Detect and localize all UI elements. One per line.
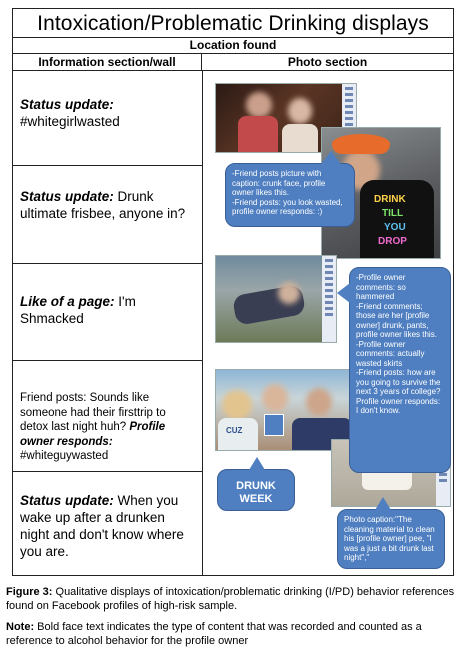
sign-text: CUZ (226, 426, 243, 435)
bubble-text: -Friend posts picture with caption: crunk face, profile owner likes this. -Friend posts: you look wasted, profile owner responds: :) (232, 169, 343, 216)
bubble-2-tail (337, 283, 350, 303)
bubble-1-tail (321, 151, 341, 164)
row-friend-post (13, 361, 202, 472)
row-label: Profile owner responds: (20, 421, 166, 448)
black-tank-top (360, 180, 434, 259)
row-page-like (13, 264, 202, 361)
row-sep: : (109, 493, 114, 508)
shirt-word-1: DRINK (374, 194, 406, 205)
row-label: Like of a page: (20, 294, 115, 309)
row-label: Status update: (20, 189, 114, 204)
callout-bubble-2 (349, 267, 451, 473)
blurred-face-4 (278, 282, 300, 304)
row-status-update-1 (13, 71, 202, 166)
blurred-face-2 (288, 98, 312, 124)
row-sep: : (109, 97, 114, 112)
callout-bubble-drunk-week (217, 469, 295, 511)
figure-title: Intoxication/Problematic Drinking displays (13, 9, 453, 38)
shirt-word-3: YOU (384, 222, 406, 233)
row-text: When you wake up after a drunken night and don't know where you are. (20, 493, 184, 559)
blue-card (264, 414, 284, 436)
blurred-face-1 (246, 92, 272, 118)
row-text: I'm Shmacked (20, 294, 136, 326)
row-pre: Friend posts: Sounds like someone had their firsttrip to detox last night huh? (20, 392, 166, 433)
white-top (218, 418, 258, 451)
bubble-text: -Profile owner comments: so hammered -Friend comments; those are her [profile owner] drunk, pants, profile owner likes this. -Profile owner comments: actually wasted skirts -Friend posts: how are you going to survive the next 3 years of college? Profile owner responds: I don't know. (356, 273, 441, 415)
facebook-sidebar-2 (322, 256, 336, 342)
row-status-update-2 (13, 166, 202, 264)
location-header: Location found (13, 38, 453, 54)
figure-note (6, 621, 458, 648)
bubble-text: Photo caption:"The cleaning material to clean his [profile owner] pee, "I was a just a bit drunk last night"," (344, 515, 435, 562)
column-header-photo: Photo section (202, 54, 453, 71)
note-text: Bold face text indicates the type of content that was recorded and counted as a reference to alcohol behavior for the profile owner (6, 621, 422, 647)
figure-table (12, 8, 454, 576)
row-status-update-3 (13, 472, 202, 577)
row-label: Status update (20, 493, 110, 508)
bubble-text: DRUNK WEEK (236, 480, 276, 505)
row-text: #whiteguywasted (20, 450, 109, 462)
ground-photo (215, 255, 337, 343)
row-label: Status update (20, 97, 110, 112)
red-shirt (238, 116, 278, 153)
white-shirt (282, 124, 318, 153)
note-label: Note: (6, 621, 35, 633)
shirt-word-2: TILL (382, 208, 404, 219)
bubble-4-tail (375, 497, 391, 510)
caption-label: Figure 3: (6, 586, 53, 598)
bubble-3-tail (249, 457, 265, 470)
shirt-word-4: DROP (378, 236, 407, 247)
callout-bubble-4 (337, 509, 445, 569)
row-text: Drunk ultimate frisbee, anyone in? (20, 189, 186, 221)
blurred-face-6 (262, 384, 288, 412)
row-text: #whitegirlwasted (20, 114, 120, 129)
blurred-face-7 (306, 388, 332, 416)
blurred-face-5 (222, 390, 252, 420)
callout-bubble-1 (225, 163, 355, 227)
photo-section (203, 71, 453, 576)
column-header-info: Information section/wall (13, 54, 202, 71)
figure-caption (6, 586, 458, 613)
caption-text: Qualitative displays of intoxication/problematic drinking (I/PD) behavior references found on Facebook profiles of high-risk sample. (6, 586, 455, 612)
